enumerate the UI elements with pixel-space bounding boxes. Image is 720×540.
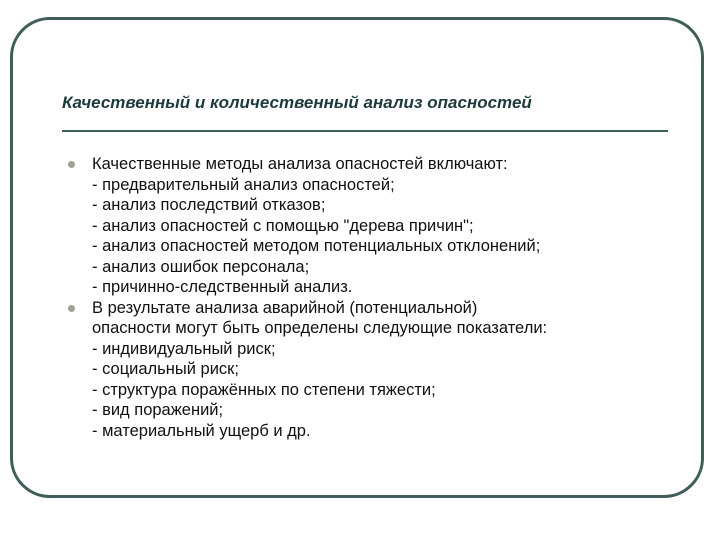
bullet-line: - индивидуальный риск; — [92, 339, 276, 358]
bullet-line: Качественные методы анализа опасностей включают: — [92, 155, 508, 173]
bullet-line: - анализ опасностей методом потенциальных отклонений; — [92, 237, 541, 255]
bullet-line: - социальный риск; — [92, 360, 239, 378]
bullet-line: - материальный ущерб и др. — [92, 421, 311, 440]
bullet-dot-icon — [68, 305, 75, 312]
slide-title: Качественный и количественный анализ опасностей — [62, 93, 532, 112]
bullet-dot-icon — [68, 161, 75, 168]
bullet-line: - вид поражений; — [92, 401, 224, 419]
bullet-item-qualitative-methods — [62, 154, 682, 298]
bullet-line: - предварительный анализ опасностей; — [92, 175, 395, 194]
bullet-item-analysis-results — [62, 298, 682, 442]
bullet-line: - анализ последствий отказов; — [92, 196, 326, 214]
bullet-line: - анализ опасностей с помощью "дерева причин"; — [92, 216, 474, 235]
bullet-line: - причинно-следственный анализ. — [92, 278, 353, 296]
title-divider — [62, 130, 668, 132]
slide-content — [62, 154, 682, 441]
bullet-line: - анализ ошибок персонала; — [92, 257, 310, 276]
bullet-line: - структура поражённых по степени тяжести; — [92, 380, 436, 399]
bullet-line: В результате анализа аварийной (потенциальной) — [92, 298, 478, 317]
bullet-line: опасности могут быть определены следующие показатели: — [92, 319, 548, 337]
